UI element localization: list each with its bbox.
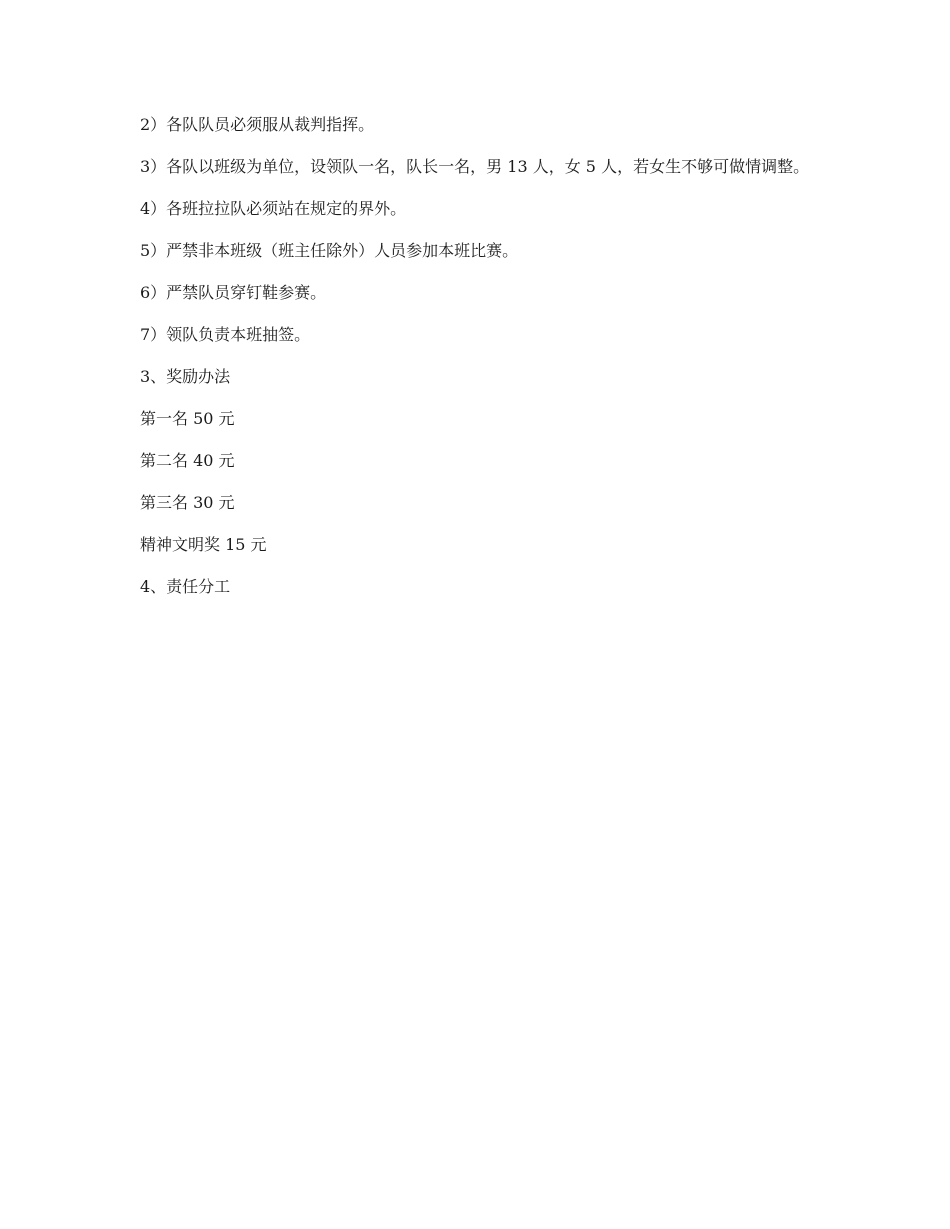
reward-second-place: 第二名 40 元 — [140, 451, 235, 470]
rule-item-3: 3）各队以班级为单位，设领队一名，队长一名，男 13 人，女 5 人，若女生不够可做情调整。 — [140, 157, 810, 176]
section-heading-rewards: 3、奖励办法 — [140, 367, 231, 386]
document-body — [140, 112, 810, 616]
reward-third-place: 第三名 30 元 — [140, 493, 235, 512]
rule-item-4: 4）各班拉拉队必须站在规定的界外。 — [140, 199, 407, 218]
section-heading-responsibilities: 4、责任分工 — [140, 577, 231, 596]
reward-sportsmanship: 精神文明奖 15 元 — [140, 535, 267, 554]
reward-first-place: 第一名 50 元 — [140, 409, 235, 428]
rule-item-2: 2）各队队员必须服从裁判指挥。 — [140, 115, 375, 134]
rule-item-7: 7）领队负责本班抽签。 — [140, 325, 311, 344]
rule-item-6: 6）严禁队员穿钉鞋参赛。 — [140, 283, 327, 302]
rule-item-5: 5）严禁非本班级（班主任除外）人员参加本班比赛。 — [140, 241, 519, 260]
